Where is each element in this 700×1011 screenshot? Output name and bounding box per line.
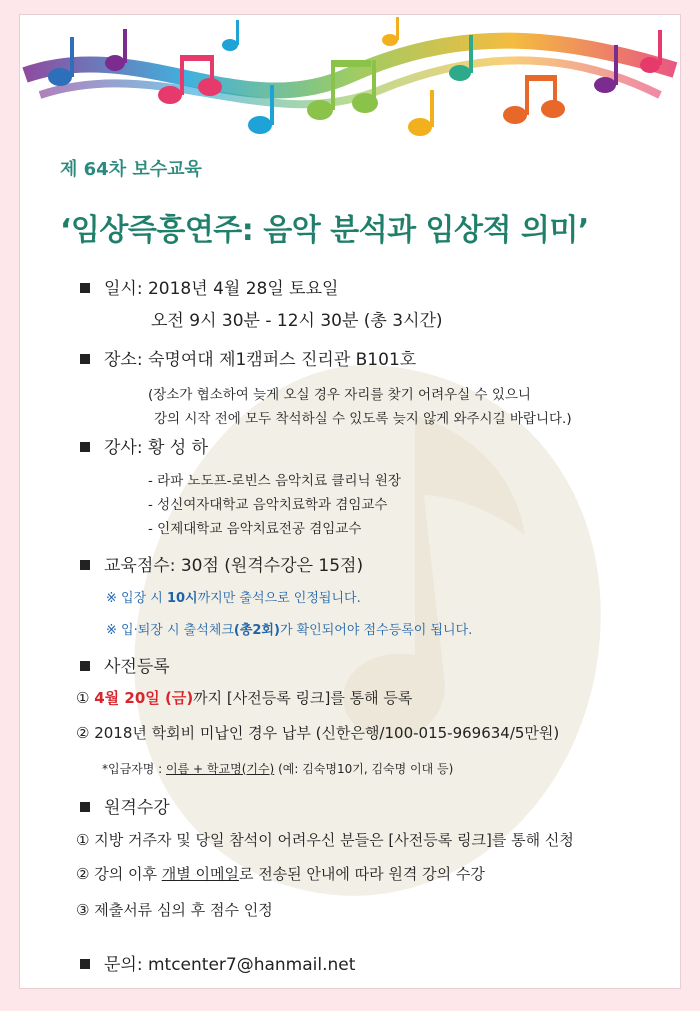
credits-text: 교육점수: 30점 (원격수강은 15점) [104,556,364,576]
square-bullet-icon [80,802,90,812]
session-number: 제 64차 보수교육 [60,159,202,180]
venue-note-2: 강의 시작 전에 모두 착석하실 수 있도록 늦지 않게 와주시길 바랍니다.) [154,411,572,427]
poster [19,14,681,989]
square-bullet-icon [80,959,90,969]
venue-note-1: (장소가 협소하여 늦게 오실 경우 자리를 찾기 어려우실 수 있으니 [148,387,531,403]
remote-heading: 원격수강 [80,793,170,818]
attendance-note-1: ※ 입장 시 10시까지만 출석으로 인정됩니다. [106,591,361,606]
schedule-date: 일시: 2018년 4월 28일 토요일 [104,279,339,299]
attendance-note-2: ※ 입·퇴장 시 출석체크(총2회)가 확인되어야 점수등록이 됩니다. [106,623,473,638]
square-bullet-icon [80,283,90,293]
schedule-time: 오전 9시 30분 - 12시 30분 (총 3시간) [151,311,443,331]
remote-item-3: ③ 제출서류 심의 후 점수 인정 [76,901,273,919]
contact-line [80,950,355,975]
preregistration-item-1: ① 4월 20일 (금)까지 [사전등록 링크]를 통해 등록 [76,689,413,707]
lecturer-name: 강사: 황 성 하 [104,438,209,458]
lecturer-role: - 라파 노도프-로빈스 음악치료 클리닉 원장 [148,473,401,489]
square-bullet-icon [80,661,90,671]
lecturer-role: - 인제대학교 음악치료전공 겸임교수 [148,521,362,537]
lecturer-line [80,433,208,458]
page-title: ‘임상즉흥연주: 음악 분석과 임상적 의미’ [60,213,589,248]
venue-line [80,345,416,370]
schedule-line [80,274,338,299]
venue-text: 장소: 숙명여대 제1캠퍼스 진리관 B101호 [104,350,417,370]
deadline-date: 4월 20일 (금) [94,689,194,707]
preregistration-heading: 사전등록 [80,652,170,677]
remote-item-2: ② 강의 이후 개별 이메일로 전송된 안내에 따라 원격 강의 수강 [76,865,485,883]
square-bullet-icon [80,442,90,452]
lecturer-role: - 성신여자대학교 음악치료학과 겸임교수 [148,497,388,513]
credits-line [80,551,363,576]
depositor-note: *입금자명 : 이름 + 학교명(기수) (예: 김숙명10기, 김숙명 이대 등) [102,762,454,776]
remote-item-1: ① 지방 거주자 및 당일 참석이 어려우신 분들은 [사전등록 링크]를 통해 신청 [76,831,574,849]
preregistration-item-2: ② 2018년 학회비 미납인 경우 납부 (신한은행/100-015-969634/5만원) [76,724,560,742]
square-bullet-icon [80,560,90,570]
square-bullet-icon [80,354,90,364]
contact-email: 문의: mtcenter7@hanmail.net [104,955,356,975]
